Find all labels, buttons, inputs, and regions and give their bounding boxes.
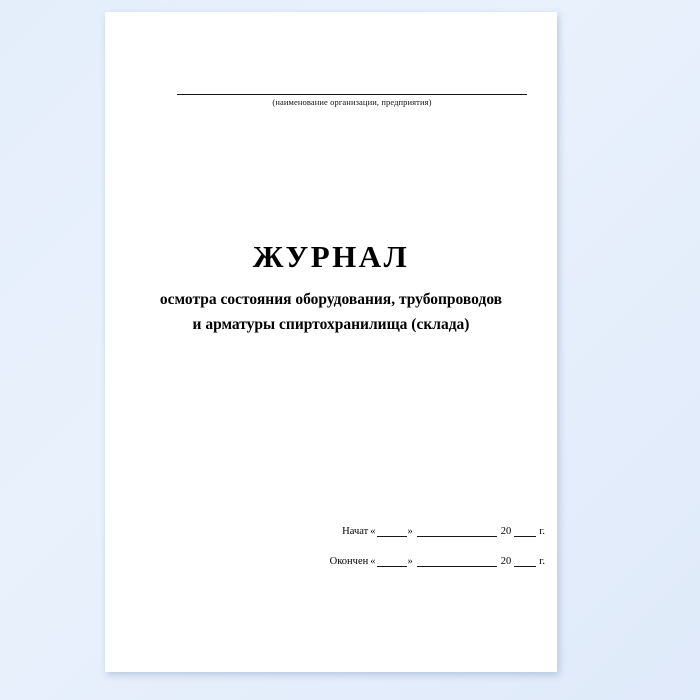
page-subtitle — [131, 287, 531, 337]
finished-year-suffix: г. — [539, 556, 545, 567]
finished-quote-open: « — [370, 556, 376, 567]
started-year-rule — [514, 526, 536, 537]
started-day-rule — [377, 526, 407, 537]
finished-day-rule — [377, 556, 407, 567]
finished-year-rule — [514, 556, 536, 567]
started-month-rule — [417, 526, 497, 537]
started-quote-open: « — [370, 526, 376, 537]
finished-label: Окончен — [329, 556, 369, 567]
finished-quote-close: » — [407, 556, 413, 567]
started-date-row — [320, 507, 545, 537]
organization-name-caption: (наименование организации, предприятия) — [272, 97, 432, 107]
title-block — [131, 240, 531, 337]
page-title: ЖУРНАЛ — [252, 239, 410, 274]
started-year-suffix: г. — [539, 526, 545, 537]
dates-block — [320, 507, 545, 567]
finished-date-row — [320, 537, 545, 567]
page-subtitle-line-2: и арматуры спиртохранилища (склада) — [192, 316, 470, 334]
page-subtitle-line-1: осмотра состояния оборудования, трубопроводов — [159, 291, 503, 309]
finished-month-rule — [417, 556, 497, 567]
document-page — [105, 12, 557, 672]
started-label: Начат — [342, 526, 369, 537]
started-quote-close: » — [407, 526, 413, 537]
organization-name-rule — [177, 80, 527, 95]
organization-name-field — [177, 80, 527, 107]
started-year-prefix: 20 — [500, 526, 512, 537]
finished-year-prefix: 20 — [500, 556, 512, 567]
